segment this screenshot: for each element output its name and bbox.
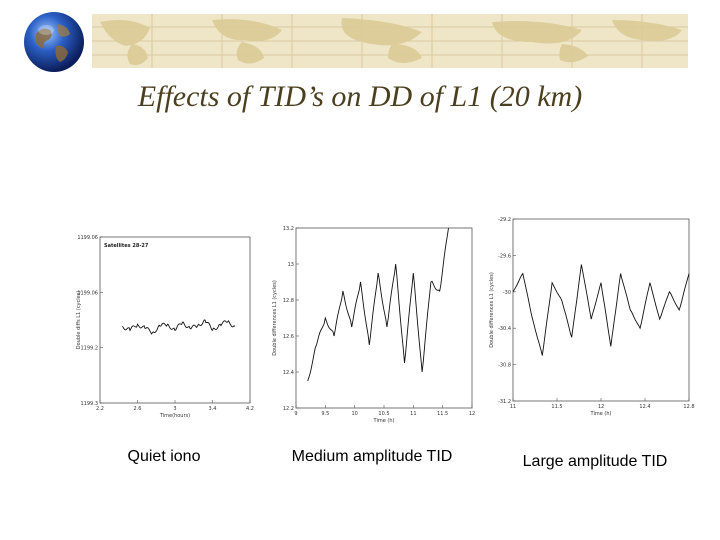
chart-quiet-iono-svg: [58, 225, 258, 420]
x-tick-label: 12.4: [639, 404, 651, 410]
x-tick-label: 11: [410, 411, 417, 417]
chart-quiet-iono: [58, 225, 258, 420]
y-tick-label: 13.2: [282, 226, 294, 232]
y-tick-label: -29.2: [498, 217, 511, 223]
chart-medium-tid: [258, 220, 483, 425]
y-axis-label: Double diffs L1 (cycles): [76, 290, 82, 350]
y-tick-label: -30.8: [498, 362, 511, 369]
x-tick-label: 2.6: [133, 406, 142, 412]
x-tick-label: 12: [468, 411, 476, 417]
x-tick-label: 9.5: [321, 411, 330, 417]
plot-frame: [296, 228, 472, 408]
y-tick-label: -29.6: [498, 253, 511, 260]
x-tick-label: 4.2: [246, 406, 254, 412]
chart-title: Satellites 28-27: [104, 243, 149, 249]
x-tick-label: 3: [173, 406, 177, 412]
caption-quiet-iono: Quiet iono: [127, 448, 201, 465]
x-tick-label: 2.2: [96, 406, 104, 412]
x-tick-label: 11: [509, 404, 517, 410]
y-tick-label: 1199.06: [77, 235, 98, 241]
x-tick-label: 10.5: [378, 411, 390, 417]
chart-large-tid-svg: [481, 213, 696, 420]
x-tick-label: 11.5: [437, 411, 449, 417]
y-tick-label: -30: [502, 289, 511, 296]
y-tick-label: 12.8: [282, 298, 294, 304]
x-axis-label: Time (h): [590, 411, 612, 417]
globe-icon: [22, 10, 86, 74]
x-axis-label: Time(hours): [159, 413, 191, 419]
y-axis-label: Double differences L1 (cycles): [489, 272, 495, 348]
x-tick-label: 11.5: [551, 404, 563, 410]
x-tick-label: 3.4: [208, 406, 217, 412]
caption-medium-tid: Medium amplitude TID: [291, 448, 453, 465]
x-tick-label: 12: [597, 404, 605, 410]
y-tick-label: 1199.2: [80, 345, 98, 352]
y-tick-label: 1199.06: [77, 290, 98, 297]
x-tick-label: 9: [294, 411, 298, 417]
plot-frame: [100, 237, 250, 403]
chart-large-tid: [481, 213, 696, 420]
y-axis-label: Double differences L1 (cycles): [272, 280, 278, 356]
y-tick-label: 12.6: [282, 334, 294, 340]
y-tick-label: 1199.3: [80, 401, 98, 407]
chart-medium-tid-svg: [258, 220, 483, 425]
x-tick-label: 10: [351, 411, 358, 417]
caption-large-tid: Large amplitude TID: [522, 453, 668, 470]
world-map-banner: [92, 14, 688, 68]
y-tick-label: 13: [287, 262, 294, 268]
x-tick-label: 12.8: [683, 404, 695, 410]
slide-title: Effects of TID’s on DD of L1 (20 km): [137, 80, 583, 113]
y-tick-label: -31.2: [498, 399, 511, 405]
y-tick-label: 12.4: [282, 370, 294, 376]
y-tick-label: 12.2: [282, 406, 294, 412]
y-tick-label: -30.4: [498, 326, 511, 333]
x-axis-label: Time (h): [373, 418, 395, 424]
